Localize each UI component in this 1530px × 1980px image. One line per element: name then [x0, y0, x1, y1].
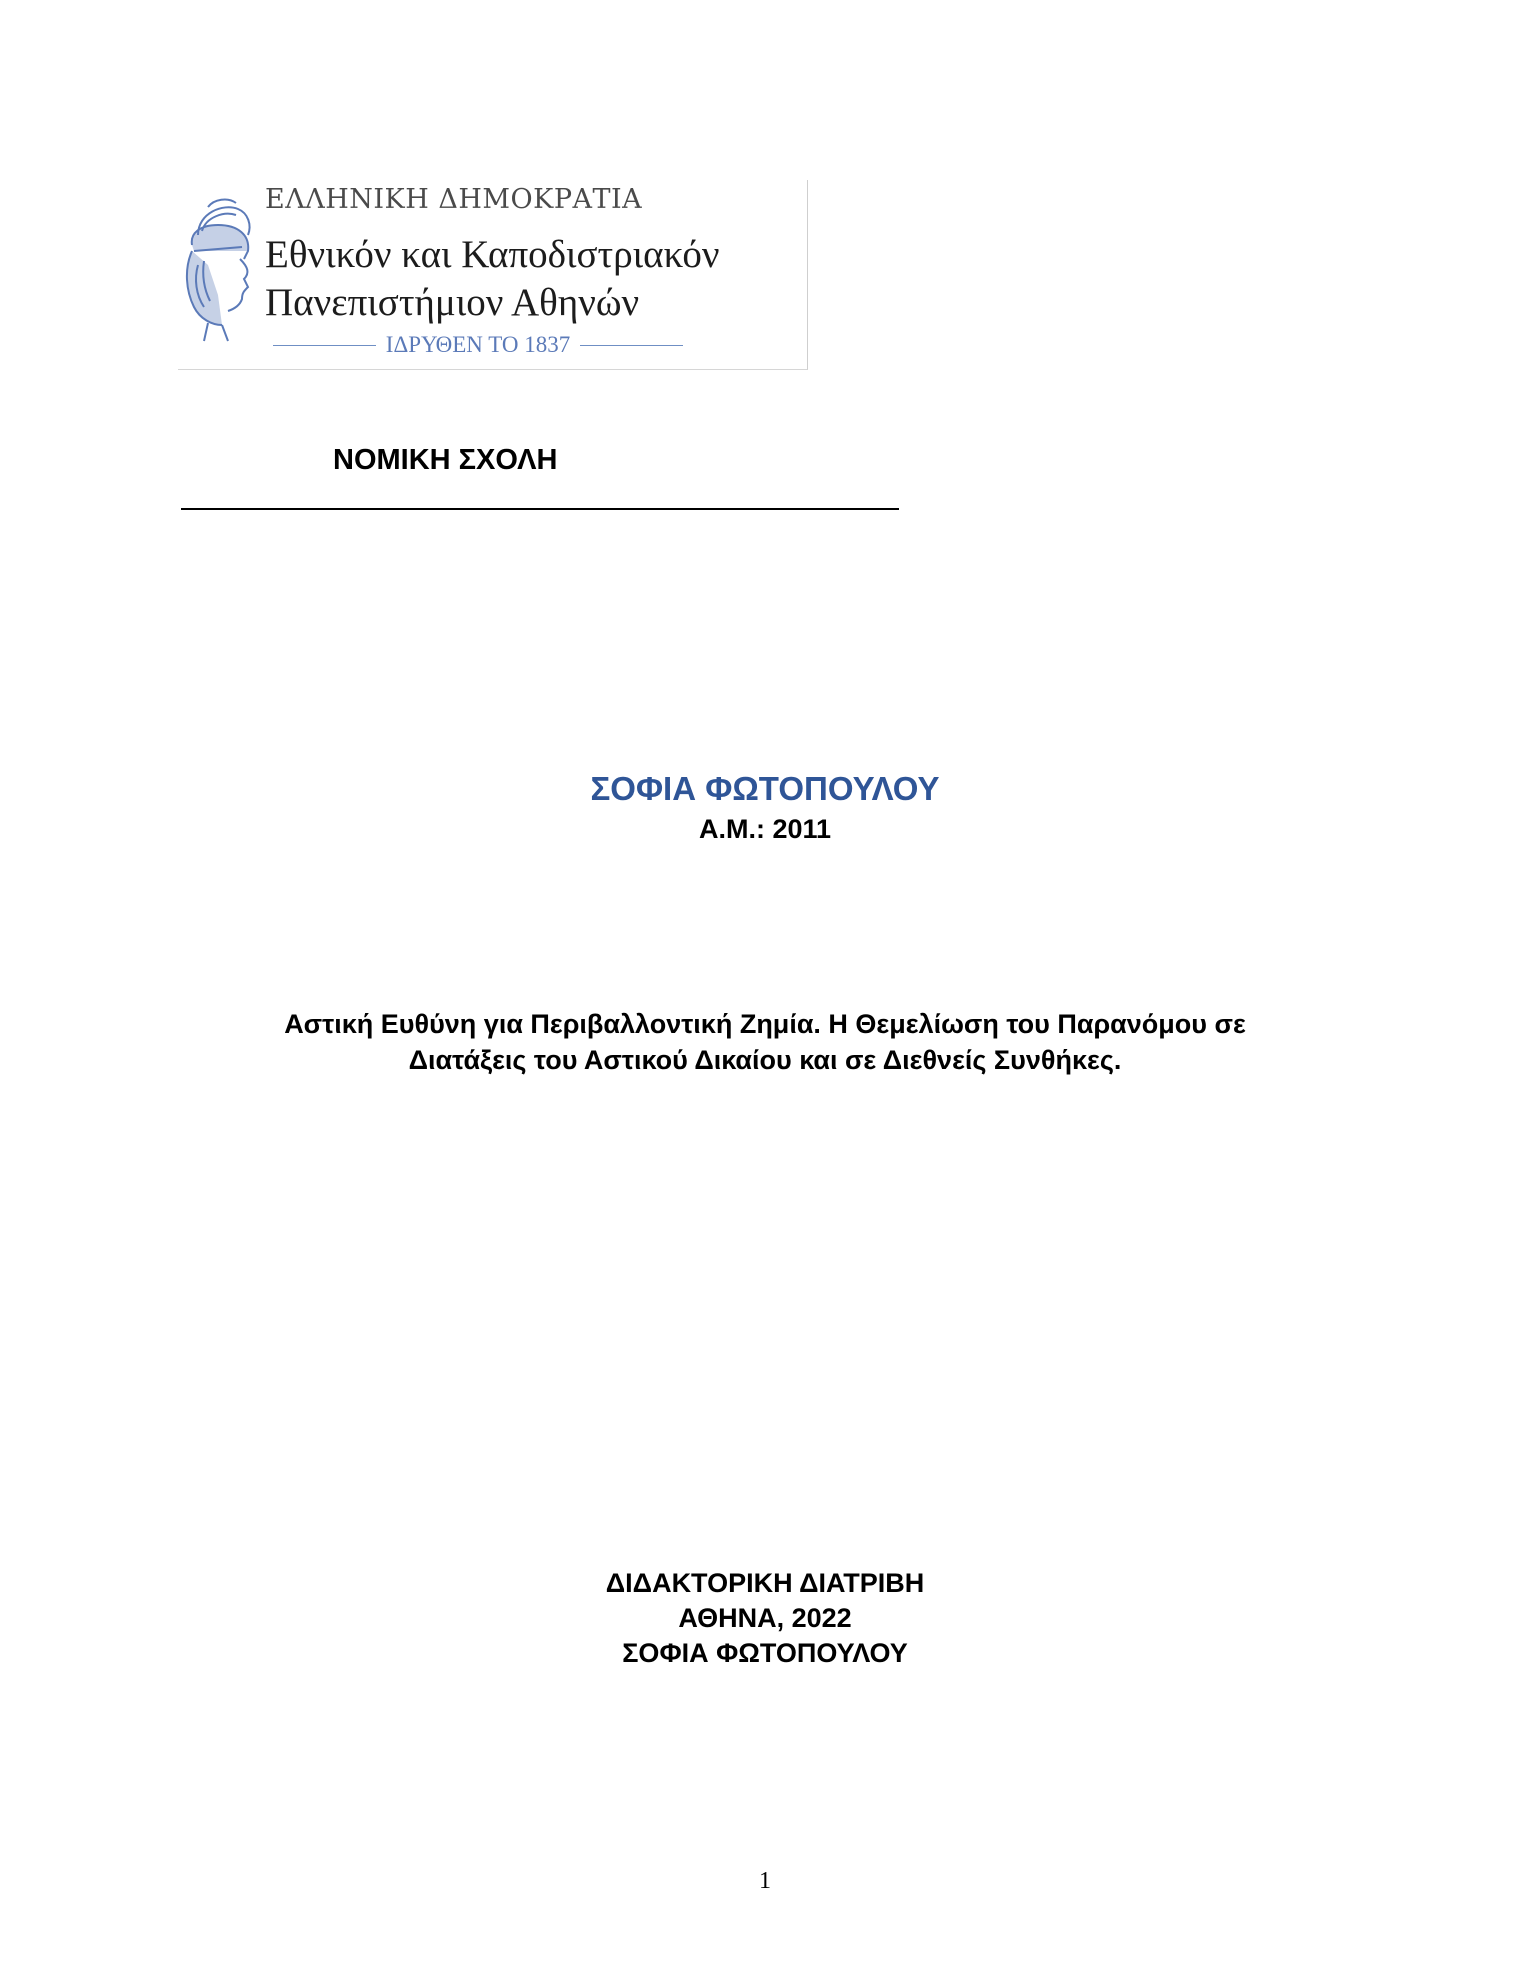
registration-number: Α.Μ.: 2011 [698, 814, 832, 844]
logo-founded-rule-left [273, 345, 376, 346]
athena-head-emblem-icon [178, 195, 260, 345]
logo-founded [273, 332, 683, 358]
logo-university-name-line1: Εθνικόν και Καποδιστριακόν [265, 233, 720, 276]
logo-university-name-line2: Πανεπιστήμιον Αθηνών [265, 281, 640, 324]
cover-footer [0, 1566, 1530, 1671]
footer-author: ΣΟΦΙΑ ΦΩΤΟΠΟΥΛΟΥ [622, 1638, 908, 1668]
logo-founded-rule-right [580, 345, 683, 346]
school-heading: ΝΟΜΙΚΗ ΣΧΟΛΗ [333, 444, 558, 476]
thesis-title-line1: Αστική Ευθύνη για Περιβαλλοντική Ζημία. Η Θεμελίωση του Παρανόμου σε [284, 1009, 1246, 1039]
place-year: ΑΘΗΝΑ, 2022 [678, 1603, 852, 1633]
university-logo [178, 180, 808, 370]
logo-republic-text: ΕΛΛΗΝΙΚΗ ΔΗΜΟΚΡΑΤΙΑ [265, 184, 643, 215]
document-type: ΔΙΔΑΚΤΟΡΙΚΗ ΔΙΑΤΡΙΒΗ [605, 1568, 925, 1598]
thesis-title-line2: Διατάξεις του Αστικού Δικαίου και σε Διεθνείς Συνθήκες. [408, 1045, 1122, 1075]
author-name: ΣΟΦΙΑ ΦΩΤΟΠΟΥΛΟΥ [590, 770, 940, 807]
page-number: 1 [759, 1868, 771, 1894]
logo-founded-text: ΙΔΡΥΘΕΝ ΤΟ 1837 [385, 332, 571, 357]
thesis-title [0, 1006, 1530, 1078]
heading-divider [181, 508, 899, 510]
